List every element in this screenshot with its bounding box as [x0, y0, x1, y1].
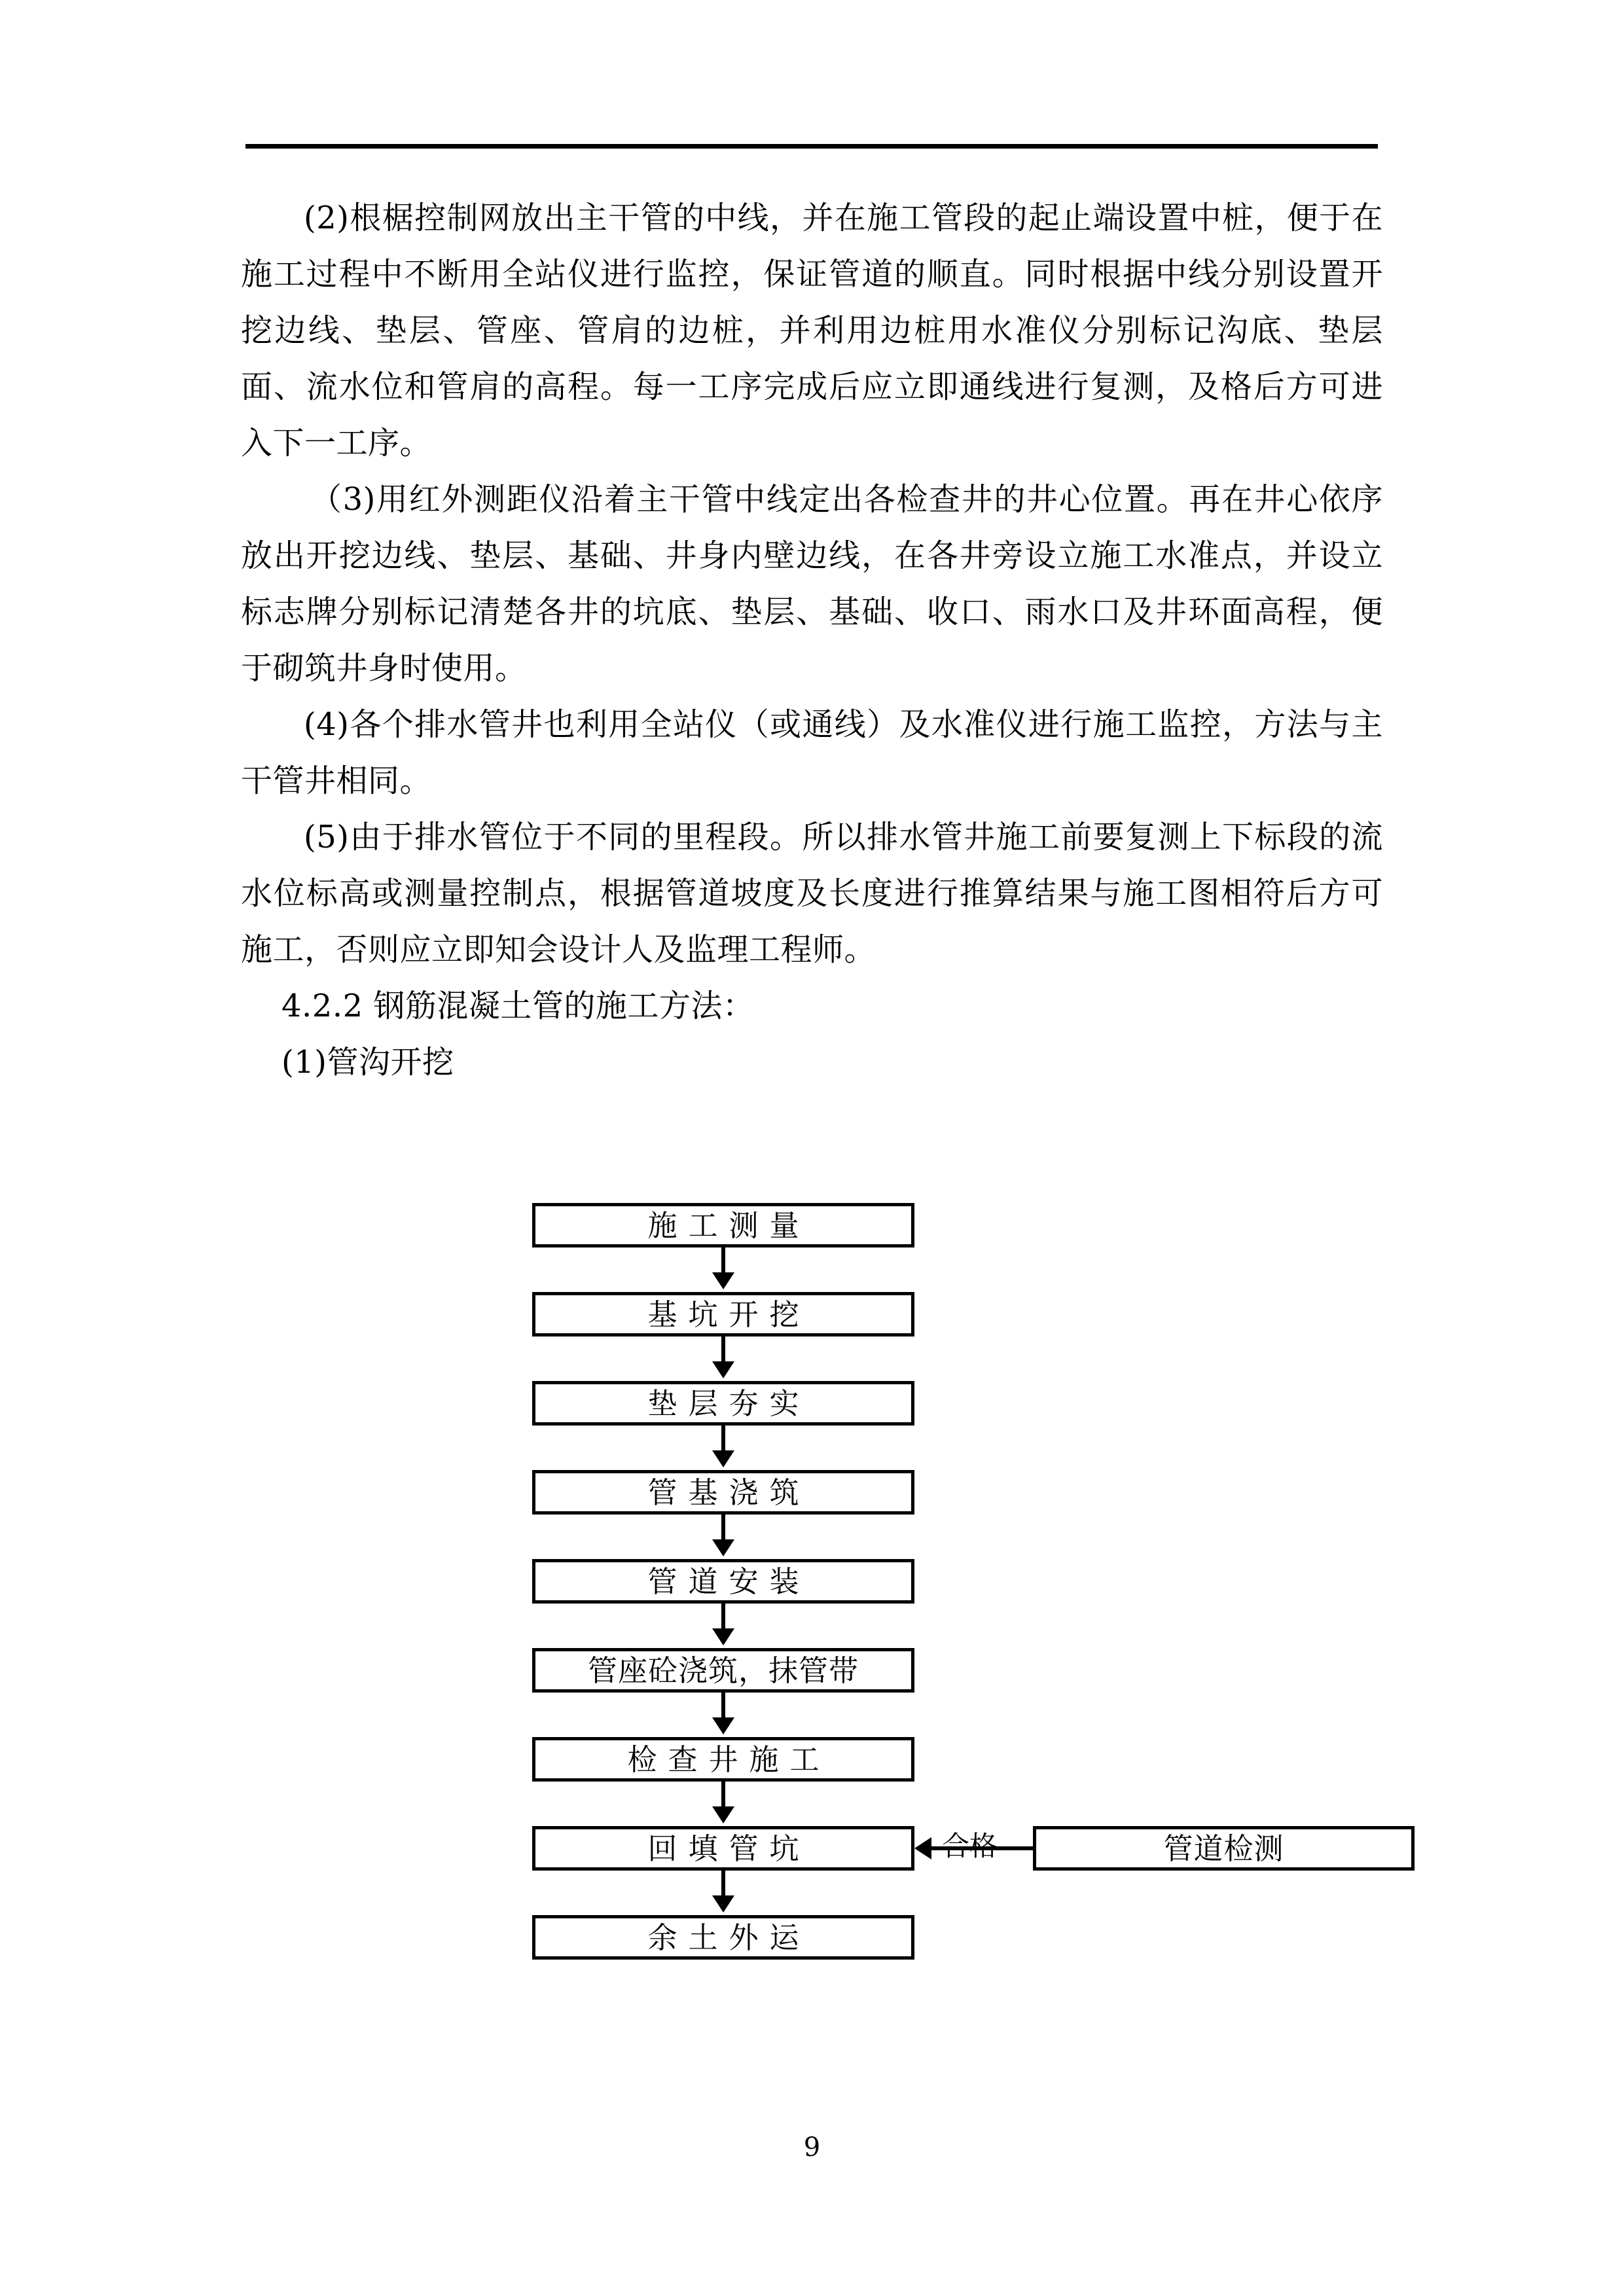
flow-arrow-4-5: [721, 1515, 725, 1542]
paragraph-4: (4)各个排水管井也利用全站仪（或通线）及水准仪进行施工监控，方法与主干管井相同。: [241, 706, 1383, 799]
body-text-block: [241, 190, 1383, 1090]
flow-arrow-2-3: [721, 1336, 725, 1364]
flow-node-1-label: 施工测量: [647, 1208, 810, 1243]
flow-node-7: [532, 1737, 914, 1782]
flow-node-6: [532, 1648, 914, 1693]
flow-node-3-label: 垫层夯实: [647, 1386, 810, 1421]
flow-arrow-8-9: [721, 1871, 725, 1898]
flow-node-pipeline-inspection: [1033, 1826, 1415, 1871]
flow-node-7-label: 检查井施工: [627, 1742, 831, 1777]
flow-arrow-5-6: [721, 1604, 725, 1631]
flow-node-5-label: 管道安装: [647, 1564, 810, 1599]
paragraph-2: (2)根椐控制网放出主干管的中线，并在施工管段的起止端设置中桩，便于在施工过程中不断用全站仪进行监控，保证管道的顺直。同时根据中线分别设置开挖边线、垫层、管座、管肩的边桩，并利用边桩用水准仪分别标记沟底、垫层面、流水位和管肩的高程。每一工序完成后应立即通线进行复测，及格后方可进入下一工序。: [241, 200, 1383, 461]
flow-arrow-6-7: [721, 1693, 725, 1720]
flow-node-1: [532, 1203, 914, 1247]
construction-flowchart: [0, 1203, 1624, 1975]
flow-arrow-3-4: [721, 1426, 725, 1453]
flow-node-9: [532, 1915, 914, 1960]
flow-arrow-1-2: [721, 1247, 725, 1275]
flow-node-4: [532, 1470, 914, 1515]
flow-node-4-label: 管基浇筑: [647, 1475, 810, 1510]
flow-node-8: [532, 1826, 914, 1871]
flow-node-9-label: 余土外运: [647, 1920, 810, 1955]
flow-node-3: [532, 1381, 914, 1426]
flow-arrow-7-8: [721, 1782, 725, 1809]
flow-node-5: [532, 1559, 914, 1604]
flow-node-8-label: 回填管坑: [647, 1831, 810, 1866]
subsection-heading-1: (1)管沟开挖: [281, 1044, 454, 1081]
page-number: 9: [803, 2132, 821, 2162]
paragraph-5: (5)由于排水管位于不同的里程段。所以排水管井施工前要复测上下标段的流水位标高或测量控制点，根据管道坡度及长度进行推算结果与施工图相符后方可施工，否则应立即知会设计人及监理工程师。: [241, 819, 1383, 968]
flow-node-2-label: 基坑开挖: [647, 1297, 810, 1332]
section-heading-4-2-2: 4.2.2 钢筋混凝土管的施工方法：: [281, 988, 755, 1024]
paragraph-3: （3)用红外测距仪沿着主干管中线定出各检查井的井心位置。再在井心依序放出开挖边线、垫层、基础、井身内壁边线，在各井旁设立施工水准点，并设立标志牌分别标记清楚各井的坑底、垫层、基础、收口、雨水口及井环面高程，便于砌筑井身时使用。: [241, 481, 1383, 687]
flow-node-2: [532, 1292, 914, 1336]
flow-edge-label-qualified: 合格: [942, 1830, 998, 1862]
flow-node-pipeline-inspection-label: 管道检测: [1163, 1831, 1284, 1866]
header-divider-rule: [245, 144, 1378, 149]
flow-node-6-label: 管座砼浇筑，抹管带: [587, 1653, 859, 1688]
